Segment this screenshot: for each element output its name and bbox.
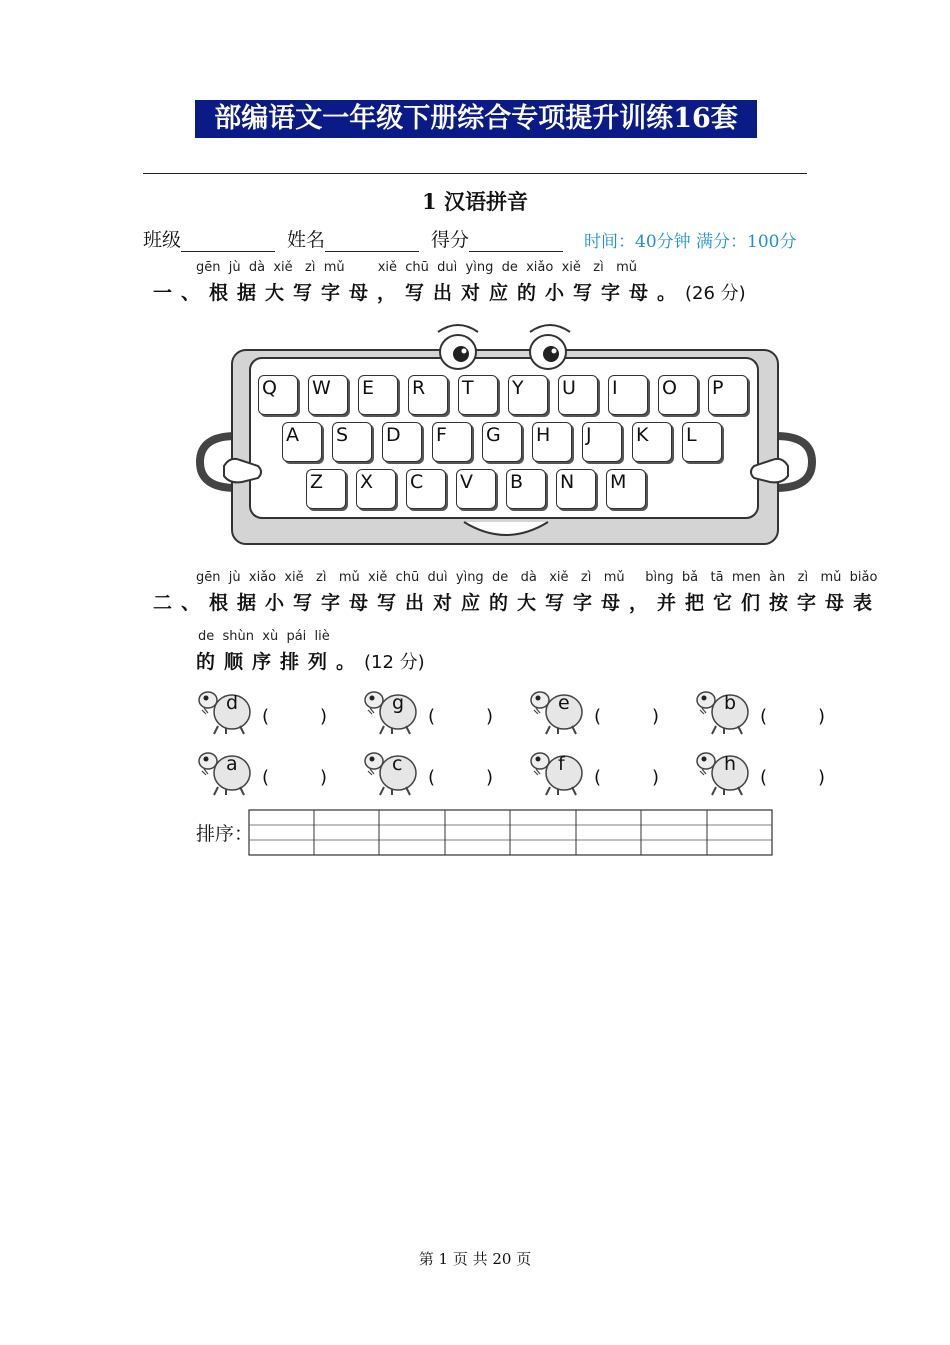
q1-question [153,278,746,305]
page-footer: 第 1 页 共 20 页 [418,1250,532,1268]
answer-paren-close: ) [818,767,826,788]
answer-paren-open[interactable]: ( [428,706,436,727]
key-b: B [506,469,546,509]
key-r: R [408,375,448,415]
turtle-icon [196,686,256,736]
key-j: J [582,422,622,462]
answer-paren-open[interactable]: ( [760,767,768,788]
key-c: C [406,469,446,509]
key-z: Z [306,469,346,509]
answer-paren-open[interactable]: ( [262,706,270,727]
turtle-icon [528,747,588,797]
key-n: N [556,469,596,509]
score-blank[interactable] [469,231,563,252]
key-h: H [532,422,572,462]
answer-paren-close: ) [320,706,328,727]
key-g: G [482,422,522,462]
key-u: U [558,375,598,415]
q2-pinyin-line1: gēn jù xiǎo xiě zì mǔ xiě chū duì yìng de dà xiě zì mǔ bìng bǎ tā men àn zì mǔ biǎo [196,570,878,585]
turtle-icon [694,686,754,736]
answer-paren-close: ) [818,706,826,727]
key-q: Q [258,375,298,415]
key-v: V [456,469,496,509]
class-field [143,225,275,252]
turtle-letter-grid [190,686,850,806]
turtle-letter: d [226,692,239,714]
key-e: E [358,375,398,415]
answer-paren-open[interactable]: ( [594,767,602,788]
turtle-letter: c [392,753,403,775]
key-x: X [356,469,396,509]
key-k: K [632,422,672,462]
answer-paren-open[interactable]: ( [594,706,602,727]
key-t: T [458,375,498,415]
answer-paren-close: ) [486,706,494,727]
q2-period: 。 [336,651,365,673]
answer-paren-close: ) [320,767,328,788]
turtle-letter: b [724,692,737,714]
score-label: 得分 [431,229,470,251]
turtle-icon [196,747,256,797]
header-divider [143,173,807,174]
q1-pinyin: gēn jù dà xiě zì mǔ xiě chū duì yìng de xiǎo xiě zì mǔ [196,260,638,275]
score-field [431,225,563,252]
sort-answer-grid[interactable] [248,809,774,861]
q2-pinyin-line2: de shùn xù pái liè [198,629,330,644]
answer-paren-close: ) [486,767,494,788]
answer-paren-open[interactable]: ( [262,767,270,788]
key-f: F [432,422,472,462]
turtle-letter: e [558,692,570,714]
name-field [287,225,419,252]
q1-text: 一、根据大写字母，写出对应的小写字母。 [153,282,686,304]
turtle-letter: h [724,753,737,775]
q2-points: (12 分) [364,652,425,673]
answer-paren-open[interactable]: ( [428,767,436,788]
sort-label: 排序： [196,823,254,845]
key-o: O [658,375,698,415]
answer-paren-close: ) [652,767,660,788]
q2-question-line2 [196,647,425,674]
key-d: D [382,422,422,462]
answer-paren-open[interactable]: ( [760,706,768,727]
turtle-letter: g [392,692,405,714]
key-s: S [332,422,372,462]
class-blank[interactable] [181,231,275,252]
section-title: 1 汉语拼音 [422,189,528,214]
name-label: 姓名 [287,229,326,251]
keyboard-keys [196,318,816,550]
key-i: I [608,375,648,415]
turtle-icon [362,747,422,797]
turtle-letter: f [558,753,565,775]
key-m: M [606,469,646,509]
key-l: L [682,422,722,462]
name-blank[interactable] [325,231,419,252]
turtle-icon [694,747,754,797]
q2-question-line1: 二、根据小写字母写出对应的大写字母，并把它们按字母表 [153,592,882,614]
answer-paren-close: ) [652,706,660,727]
turtle-letter: a [226,753,238,775]
document-banner-title: 部编语文一年级下册综合专项提升训练16套 [195,100,757,138]
key-a: A [282,422,322,462]
key-w: W [308,375,348,415]
time-score-info: 时间：40分钟 满分：100分 [584,232,797,252]
turtle-icon [362,686,422,736]
key-p: P [708,375,748,415]
key-y: Y [508,375,548,415]
q1-points: (26 分) [685,283,746,304]
turtle-icon [528,686,588,736]
q2-text2: 的顺序排列 [196,651,337,673]
class-label: 班级 [143,229,182,251]
